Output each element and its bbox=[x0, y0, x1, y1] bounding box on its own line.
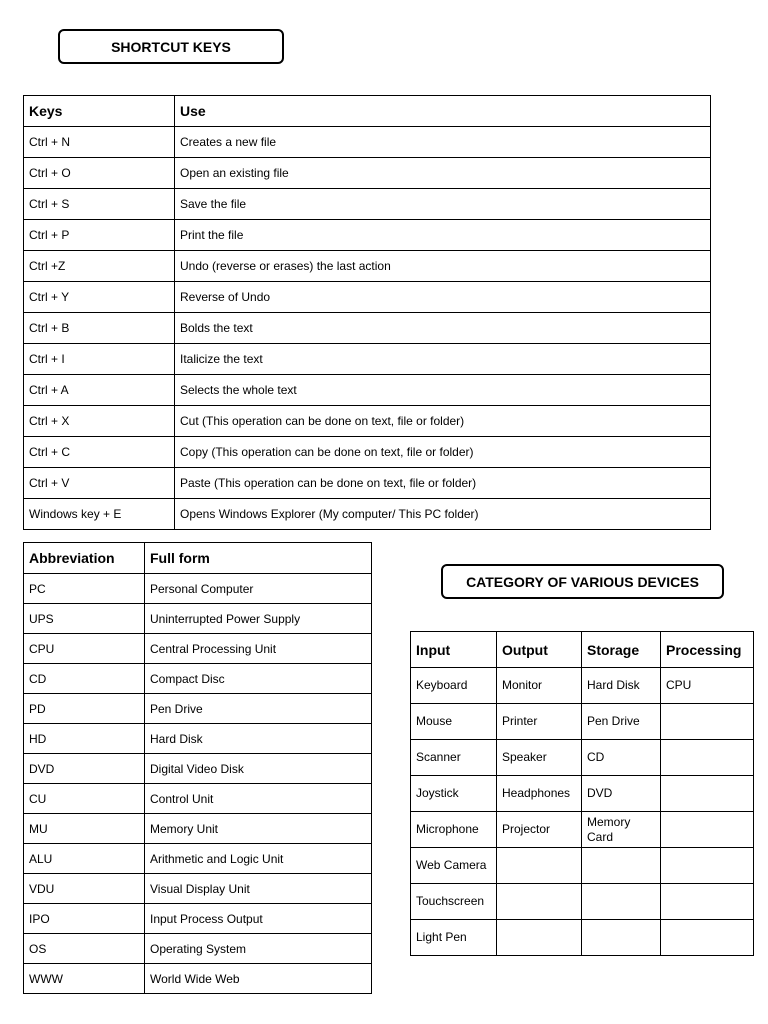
abbreviation-cell: CD bbox=[24, 664, 145, 694]
output-cell: Monitor bbox=[497, 668, 582, 704]
full-form-cell: Hard Disk bbox=[145, 724, 372, 754]
use-cell: Italicize the text bbox=[175, 344, 711, 375]
table-row bbox=[24, 724, 372, 754]
full-form-cell: Input Process Output bbox=[145, 904, 372, 934]
use-cell: Cut (This operation can be done on text, file or folder) bbox=[175, 406, 711, 437]
table-row bbox=[24, 406, 711, 437]
processing-cell bbox=[661, 920, 754, 956]
table-row bbox=[24, 904, 372, 934]
table-row bbox=[24, 375, 711, 406]
processing-cell: CPU bbox=[661, 668, 754, 704]
device-categories-title: CATEGORY OF VARIOUS DEVICES bbox=[441, 564, 724, 599]
table-row bbox=[411, 848, 754, 884]
keys-cell: Ctrl + C bbox=[24, 437, 175, 468]
table-header-row bbox=[24, 543, 372, 574]
processing-header: Processing bbox=[661, 632, 754, 668]
input-cell: Light Pen bbox=[411, 920, 497, 956]
output-cell bbox=[497, 848, 582, 884]
table-row bbox=[24, 874, 372, 904]
storage-cell bbox=[582, 848, 661, 884]
full-form-cell: World Wide Web bbox=[145, 964, 372, 994]
output-cell bbox=[497, 884, 582, 920]
use-cell: Creates a new file bbox=[175, 127, 711, 158]
table-row bbox=[24, 754, 372, 784]
table-row bbox=[411, 668, 754, 704]
input-cell: Keyboard bbox=[411, 668, 497, 704]
input-cell: Scanner bbox=[411, 740, 497, 776]
table-row bbox=[24, 282, 711, 313]
table-row bbox=[24, 313, 711, 344]
use-cell: Opens Windows Explorer (My computer/ This PC folder) bbox=[175, 499, 711, 530]
full-form-cell: Central Processing Unit bbox=[145, 634, 372, 664]
table-row bbox=[24, 158, 711, 189]
full-form-cell: Memory Unit bbox=[145, 814, 372, 844]
table-row bbox=[24, 220, 711, 251]
shortcut-keys-table bbox=[23, 95, 711, 530]
processing-cell bbox=[661, 704, 754, 740]
storage-cell: DVD bbox=[582, 776, 661, 812]
table-row bbox=[411, 740, 754, 776]
abbreviation-cell: MU bbox=[24, 814, 145, 844]
full-form-cell: Uninterrupted Power Supply bbox=[145, 604, 372, 634]
use-header: Use bbox=[175, 96, 711, 127]
output-cell: Speaker bbox=[497, 740, 582, 776]
keys-cell: Ctrl + X bbox=[24, 406, 175, 437]
abbreviation-cell: PD bbox=[24, 694, 145, 724]
abbreviation-table bbox=[23, 542, 372, 994]
keys-cell: Ctrl + I bbox=[24, 344, 175, 375]
keys-header: Keys bbox=[24, 96, 175, 127]
processing-cell bbox=[661, 884, 754, 920]
abbreviation-cell: CPU bbox=[24, 634, 145, 664]
full-form-cell: Visual Display Unit bbox=[145, 874, 372, 904]
output-cell: Printer bbox=[497, 704, 582, 740]
full-form-cell: Pen Drive bbox=[145, 694, 372, 724]
abbreviation-cell: HD bbox=[24, 724, 145, 754]
keys-cell: Ctrl + Y bbox=[24, 282, 175, 313]
table-row bbox=[24, 844, 372, 874]
full-form-cell: Arithmetic and Logic Unit bbox=[145, 844, 372, 874]
table-row bbox=[24, 468, 711, 499]
use-cell: Print the file bbox=[175, 220, 711, 251]
table-row bbox=[24, 934, 372, 964]
keys-cell: Ctrl + A bbox=[24, 375, 175, 406]
output-cell: Projector bbox=[497, 812, 582, 848]
keys-cell: Ctrl + S bbox=[24, 189, 175, 220]
table-row bbox=[411, 704, 754, 740]
keys-cell: Ctrl + P bbox=[24, 220, 175, 251]
shortcut-keys-title: SHORTCUT KEYS bbox=[58, 29, 284, 64]
keys-cell: Ctrl + O bbox=[24, 158, 175, 189]
use-cell: Open an existing file bbox=[175, 158, 711, 189]
table-row bbox=[24, 604, 372, 634]
use-cell: Selects the whole text bbox=[175, 375, 711, 406]
table-row bbox=[24, 964, 372, 994]
storage-cell: Memory Card bbox=[582, 812, 661, 848]
storage-cell bbox=[582, 920, 661, 956]
output-header: Output bbox=[497, 632, 582, 668]
abbreviation-cell: VDU bbox=[24, 874, 145, 904]
keys-cell: Ctrl + B bbox=[24, 313, 175, 344]
abbreviation-cell: IPO bbox=[24, 904, 145, 934]
output-cell: Headphones bbox=[497, 776, 582, 812]
storage-cell bbox=[582, 884, 661, 920]
use-cell: Bolds the text bbox=[175, 313, 711, 344]
output-cell bbox=[497, 920, 582, 956]
table-row bbox=[24, 784, 372, 814]
abbreviation-cell: WWW bbox=[24, 964, 145, 994]
abbreviation-cell: OS bbox=[24, 934, 145, 964]
table-row bbox=[24, 499, 711, 530]
processing-cell bbox=[661, 812, 754, 848]
abbreviation-cell: DVD bbox=[24, 754, 145, 784]
table-row bbox=[24, 127, 711, 158]
table-header-row bbox=[411, 632, 754, 668]
use-cell: Save the file bbox=[175, 189, 711, 220]
keys-cell: Ctrl + N bbox=[24, 127, 175, 158]
table-row bbox=[24, 814, 372, 844]
input-cell: Microphone bbox=[411, 812, 497, 848]
use-cell: Paste (This operation can be done on text, file or folder) bbox=[175, 468, 711, 499]
table-row bbox=[24, 634, 372, 664]
full-form-cell: Compact Disc bbox=[145, 664, 372, 694]
abbreviation-cell: UPS bbox=[24, 604, 145, 634]
input-cell: Web Camera bbox=[411, 848, 497, 884]
table-row bbox=[24, 251, 711, 282]
table-row bbox=[24, 344, 711, 375]
keys-cell: Windows key + E bbox=[24, 499, 175, 530]
full-form-cell: Control Unit bbox=[145, 784, 372, 814]
abbreviation-cell: ALU bbox=[24, 844, 145, 874]
processing-cell bbox=[661, 776, 754, 812]
table-header-row bbox=[24, 96, 711, 127]
keys-cell: Ctrl +Z bbox=[24, 251, 175, 282]
processing-cell bbox=[661, 848, 754, 884]
table-row bbox=[24, 694, 372, 724]
full-form-cell: Operating System bbox=[145, 934, 372, 964]
table-row bbox=[411, 920, 754, 956]
processing-cell bbox=[661, 740, 754, 776]
full-form-cell: Digital Video Disk bbox=[145, 754, 372, 784]
keys-cell: Ctrl + V bbox=[24, 468, 175, 499]
use-cell: Undo (reverse or erases) the last action bbox=[175, 251, 711, 282]
storage-header: Storage bbox=[582, 632, 661, 668]
input-cell: Touchscreen bbox=[411, 884, 497, 920]
table-row bbox=[411, 812, 754, 848]
use-cell: Copy (This operation can be done on text, file or folder) bbox=[175, 437, 711, 468]
input-cell: Mouse bbox=[411, 704, 497, 740]
table-row bbox=[411, 776, 754, 812]
table-row bbox=[411, 884, 754, 920]
storage-cell: CD bbox=[582, 740, 661, 776]
abbreviation-cell: PC bbox=[24, 574, 145, 604]
input-cell: Joystick bbox=[411, 776, 497, 812]
abbreviation-cell: CU bbox=[24, 784, 145, 814]
storage-cell: Pen Drive bbox=[582, 704, 661, 740]
full-form-header: Full form bbox=[145, 543, 372, 574]
full-form-cell: Personal Computer bbox=[145, 574, 372, 604]
table-row bbox=[24, 437, 711, 468]
storage-cell: Hard Disk bbox=[582, 668, 661, 704]
table-row bbox=[24, 189, 711, 220]
use-cell: Reverse of Undo bbox=[175, 282, 711, 313]
table-row bbox=[24, 664, 372, 694]
input-header: Input bbox=[411, 632, 497, 668]
abbreviation-header: Abbreviation bbox=[24, 543, 145, 574]
device-categories-table bbox=[410, 631, 754, 956]
table-row bbox=[24, 574, 372, 604]
